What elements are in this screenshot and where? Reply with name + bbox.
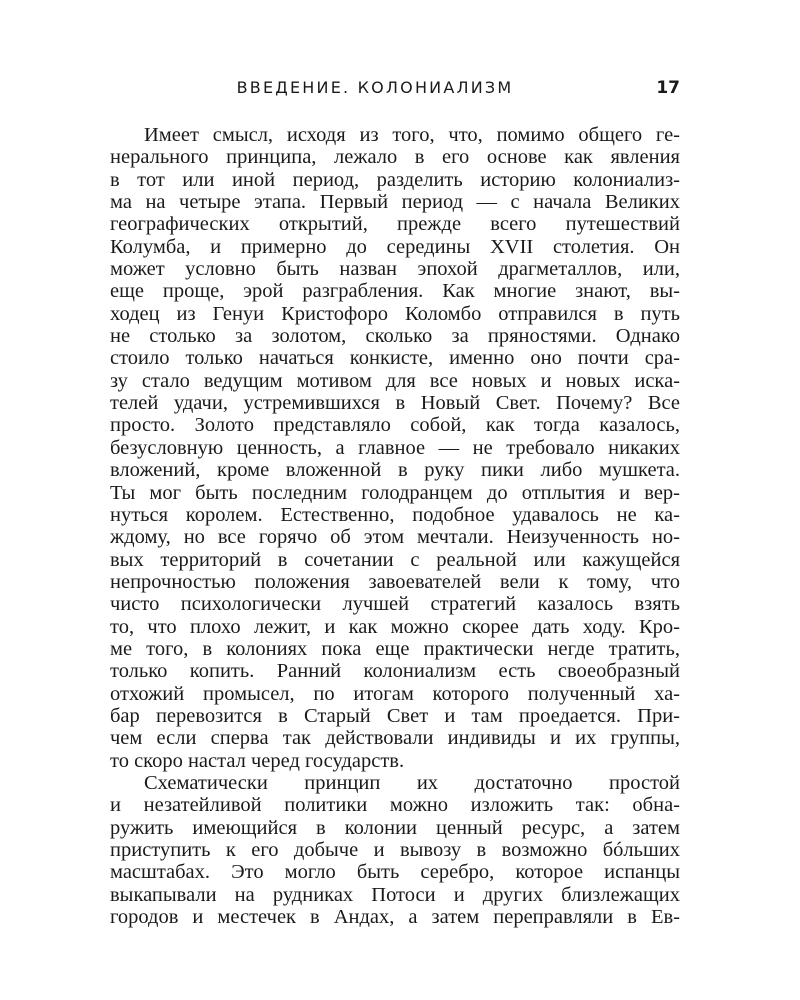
text-line: ма на четыре этапа. Первый период — с начала Великих: [110, 191, 680, 214]
text-line: городов и местечек в Андах, а затем переправляли в Ев-: [110, 906, 680, 929]
chapter-running-title: ВВЕДЕНИЕ. КОЛОНИАЛИЗМ: [236, 78, 514, 97]
text-line: в тот или иной период, разделить историю колониализ-: [110, 168, 680, 191]
text-line: непрочностью положения завоевателей вели к тому, что: [110, 570, 680, 593]
text-line: Колумба, и примерно до середины XVII столетия. Он: [110, 235, 680, 258]
text-line: Схематически принцип их достаточно простой: [144, 771, 680, 794]
text-line: вых территорий в сочетании с реальной или кажущейся: [110, 548, 680, 571]
text-line: выкапывали на рудниках Потоси и других близлежащих: [110, 883, 680, 906]
text-line: зу стало ведущим мотивом для все новых и новых иска-: [110, 369, 680, 392]
text-line: масштабах. Это могло быть серебро, которое испанцы: [110, 861, 680, 884]
text-line: нуться королем. Естественно, подобное удавалось не ка-: [110, 503, 680, 526]
text-line: не столько за золотом, сколько за пряностями. Однако: [110, 325, 680, 348]
text-line: ходец из Генуи Кристофоро Коломбо отправился в путь: [110, 302, 680, 325]
text-line: телей удачи, устремившихся в Новый Свет. Почему? Все: [110, 392, 680, 415]
text-line: безусловную ценность, а главное — не требовало никаких: [110, 436, 680, 459]
page-number: 17: [656, 78, 680, 98]
text-line: может условно быть назван эпохой драгметаллов, или,: [110, 258, 680, 281]
text-line: то, что плохо лежит, и как можно скорее дать ходу. Кро-: [110, 615, 680, 638]
text-line: приступить к его добыче и вывозу в возможно бóльших: [110, 839, 680, 861]
body-text: [110, 124, 680, 928]
text-line: чем если сперва так действовали индивиды и их группы,: [110, 727, 680, 750]
text-line: географических открытий, прежде всего путешествий: [110, 213, 680, 236]
text-line: еще проще, эрой разграбления. Как многие знают, вы-: [110, 280, 680, 303]
text-line: бар перевозится в Старый Свет и там проедается. При-: [110, 704, 680, 727]
text-line: Ты мог быть последним голодранцем до отплытия и вер-: [110, 481, 680, 504]
text-line: нерального принципа, лежало в его основе как явления: [110, 146, 680, 169]
text-line: ждому, но все горячо об этом мечтали. Неизученность но-: [110, 526, 680, 549]
text-line: ружить имеющийся в колонии ценный ресурс, а затем: [110, 816, 680, 839]
text-line: то скоро настал черед государств.: [110, 749, 405, 772]
text-line: только копить. Ранний колониализм есть своеобразный: [110, 660, 680, 683]
text-line: чисто психологически лучшей стратегий казалось взять: [110, 593, 680, 616]
text-line: стоило только начаться конкисте, именно оно почти сра-: [110, 347, 680, 370]
text-line: отхожий промысел, по итогам которого полученный ха-: [110, 682, 680, 705]
text-line: Имеет смысл, исходя из того, что, помимо общего ге-: [144, 124, 680, 146]
text-line: и незатейливой политики можно изложить так: обна-: [110, 794, 680, 817]
text-line: вложений, кроме вложенной в руку пики либо мушкета.: [110, 459, 680, 482]
text-line: ме того, в колониях пока еще практически негде тратить,: [110, 637, 680, 660]
text-line: просто. Золото представляло собой, как тогда казалось,: [110, 414, 680, 437]
paragraph-1: [110, 124, 680, 772]
paragraph-2: [110, 772, 680, 928]
running-header: [110, 78, 680, 102]
